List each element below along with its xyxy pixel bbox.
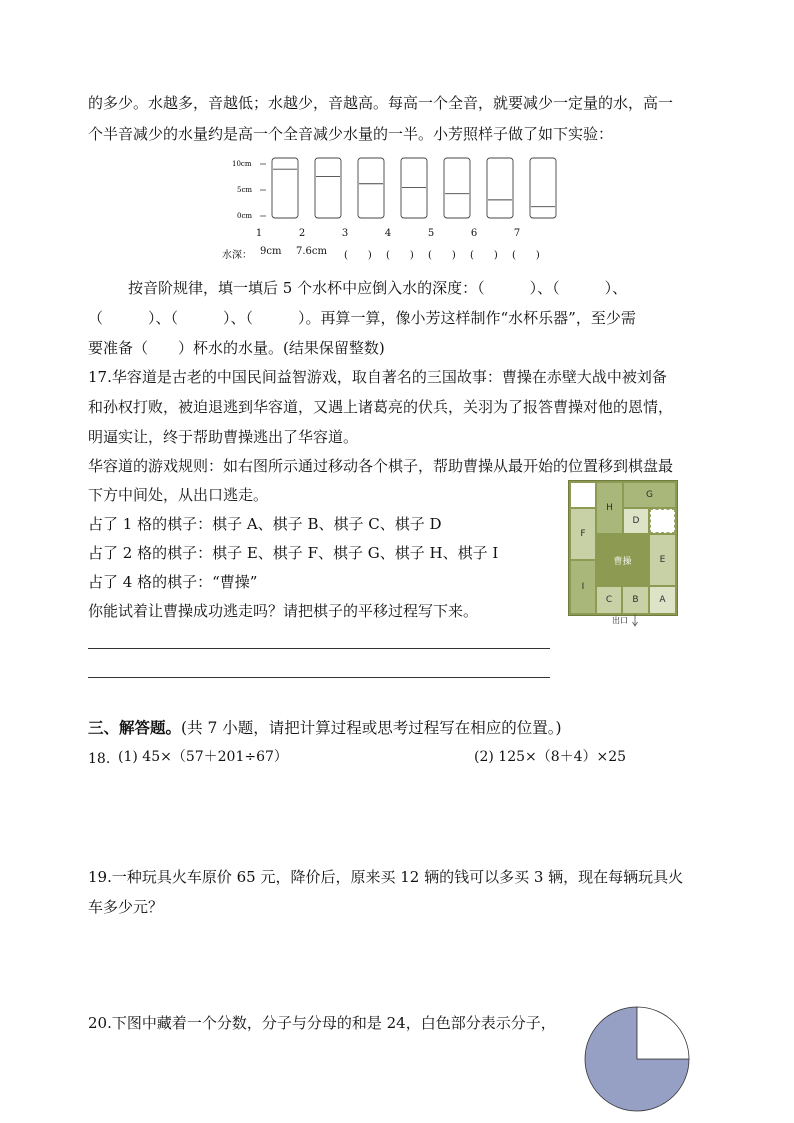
- pie-white-region: [637, 1007, 689, 1059]
- piece-b: B: [623, 587, 648, 613]
- piece-e: E: [650, 535, 675, 585]
- cup-2: [315, 158, 341, 218]
- fraction-pie: [582, 1004, 692, 1114]
- piece-a: A: [650, 587, 675, 613]
- q16-line-3: 要准备（ ）杯水的水量。(结果保留整数): [88, 339, 385, 357]
- q17-line-5: 下方中间处，从出口逃走。: [88, 486, 269, 504]
- depth-4: ( ): [386, 250, 414, 261]
- cup-number-3: 3: [341, 228, 349, 239]
- q17-line-6: 占了 1 格的棋子：棋子 A、棋子 B、棋子 C、棋子 D: [88, 515, 442, 533]
- cup-5: [444, 158, 470, 218]
- q17-line-1: 17.华容道是古老的中国民间益智游戏，取自著名的三国故事：曹操在赤壁大战中被刘备: [88, 368, 667, 386]
- cup-1: [272, 158, 298, 218]
- piece-c: C: [597, 587, 621, 613]
- answer-line-2[interactable]: [88, 677, 550, 678]
- q18-number: 18.: [88, 751, 111, 767]
- piece-i: I: [571, 561, 595, 613]
- section3-desc: (共 7 小题，请把计算过程或思考过程写在相应的位置。): [181, 719, 562, 737]
- q18-part-2: (2) 125×（8＋4）×25: [474, 749, 627, 765]
- piece-caocao: 曹操: [597, 535, 648, 585]
- axis-label-10cm: 10cm: [232, 160, 252, 168]
- huarong-board: [568, 480, 678, 616]
- q19-line-2: 车多少元？: [88, 898, 164, 916]
- q16-line-2: （ ）、（ ）、（ ）。再算一算，像小芳这样制作“水杯乐器”，至少需: [88, 309, 636, 327]
- cup-number-6: 6: [470, 228, 478, 239]
- cup-7: [530, 158, 556, 218]
- cup-number-7: 7: [513, 228, 521, 239]
- answer-line-1[interactable]: [88, 648, 550, 649]
- cups-group: [272, 158, 556, 218]
- intro-line-2: 个半音减少的水量约是高一个全音减少水量的一半。小芳照样子做了如下实验：: [88, 125, 614, 143]
- axis-label-5cm: 5cm: [237, 186, 253, 194]
- q17-line-4: 华容道的游戏规则：如右图所示通过移动各个棋子，帮助曹操从最开始的位置移到棋盘最: [88, 457, 674, 475]
- q19-line-1: 19.一种玩具火车原价 65 元，降价后，原来买 12 辆的钱可以多买 3 辆，现在每辆玩具火: [88, 868, 684, 886]
- piece-d: D: [624, 509, 648, 533]
- section3-heading: [88, 717, 562, 739]
- depth-1: 9cm: [260, 246, 282, 257]
- q17-line-9: 你能试着让曹操成功逃走吗？请把棋子的平移过程写下来。: [88, 602, 479, 620]
- depth-2: 7.6cm: [296, 246, 327, 257]
- exit-arrow-icon: [631, 614, 639, 628]
- depth-7: ( ): [512, 250, 540, 261]
- cup-3: [358, 158, 384, 218]
- q17-line-7: 占了 2 格的棋子：棋子 E、棋子 F、棋子 G、棋子 H、棋子 I: [88, 544, 499, 562]
- cup-6: [487, 158, 513, 218]
- piece-g: G: [624, 483, 675, 507]
- axis-label-0cm: 0cm: [237, 212, 253, 220]
- cup-number-5: 5: [427, 228, 435, 239]
- intro-line-1: 的多少。水越多，音越低；水越少，音越高。每高一个全音，就要减少一定量的水，高一: [88, 94, 674, 112]
- piece-h: H: [597, 483, 622, 533]
- q17-line-3: 明逼实让，终于帮助曹操逃出了华容道。: [88, 428, 359, 446]
- cup-number-1: 1: [255, 228, 263, 239]
- depth-6: ( ): [470, 250, 498, 261]
- section3-title: 三、解答题。: [88, 718, 182, 737]
- q17-line-8: 占了 4 格的棋子：“曹操”: [88, 573, 258, 591]
- q18-part-1: (1) 45×（57＋201÷67）: [118, 749, 288, 765]
- q20-line-1: 20.下图中藏着一个分数，分子与分母的和是 24，白色部分表示分子，: [88, 1014, 556, 1032]
- depth-prefix: 水深：: [222, 250, 252, 261]
- q16-line-1: 按音阶规律，填一填后 5 个水杯中应倒入水的深度：（ ）、（ ）、: [128, 279, 628, 297]
- q17-line-2: 和孙权打败，被迫退逃到华容道，又遇上诸葛亮的伏兵，关羽为了报答曹操对他的恩情，: [88, 398, 674, 416]
- cup-number-4: 4: [384, 228, 392, 239]
- piece-f: F: [571, 509, 595, 559]
- cup-4: [401, 158, 427, 218]
- empty-cell: [571, 483, 595, 507]
- depth-3: ( ): [344, 250, 372, 261]
- cup-number-2: 2: [298, 228, 306, 239]
- exit-label: 出口: [612, 616, 628, 625]
- empty-cell-2: [650, 509, 675, 533]
- depth-5: ( ): [428, 250, 456, 261]
